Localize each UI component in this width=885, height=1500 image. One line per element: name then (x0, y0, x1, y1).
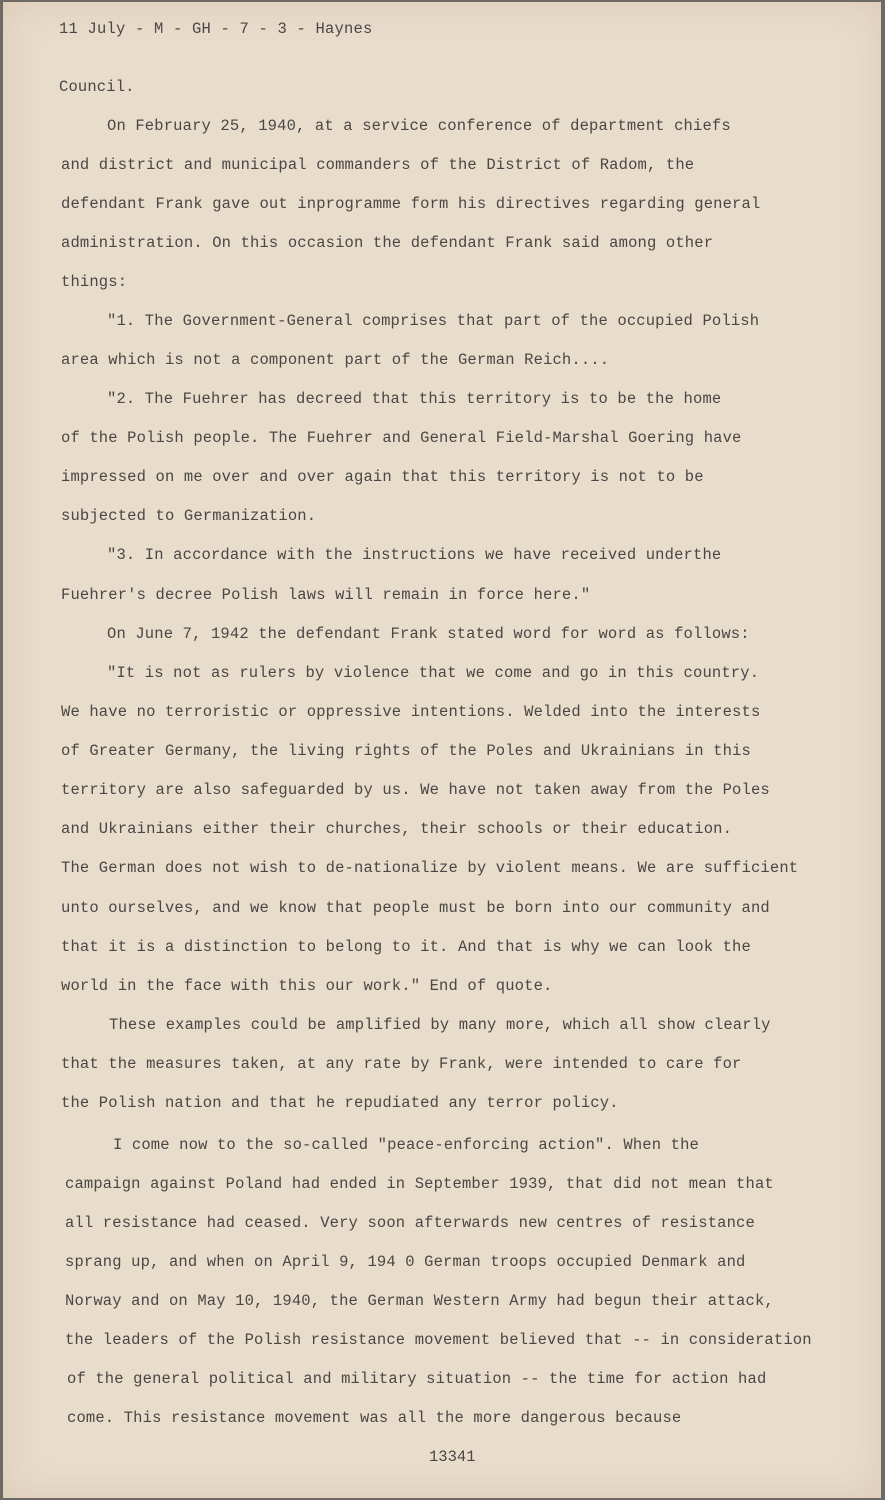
text-line: On June 7, 1942 the defendant Frank stated word for word as follows: (107, 625, 750, 643)
text-line: all resistance had ceased. Very soon afterwards new centres of resistance (65, 1214, 755, 1232)
text-line: The German does not wish to de-nationalize by violent means. We are sufficient (61, 859, 799, 877)
text-line: the leaders of the Polish resistance movement believed that -- in consideration (65, 1331, 812, 1349)
text-line: Fuehrer's decree Polish laws will remain in force here." (61, 586, 591, 604)
text-line: world in the face with this our work." End of quote. (61, 977, 553, 995)
document-page (3, 2, 881, 1498)
text-line: "2. The Fuehrer has decreed that this territory is to be the home (107, 390, 722, 408)
text-line: These examples could be amplified by many more, which all show clearly (109, 1016, 771, 1034)
typed-text-body (3, 2, 881, 1498)
text-line: unto ourselves, and we know that people must be born into our community and (61, 899, 770, 917)
text-line: Council. (59, 78, 135, 96)
text-line: territory are also safeguarded by us. We have not taken away from the Poles (61, 781, 770, 799)
text-line: "1. The Government-General comprises that part of the occupied Polish (107, 312, 760, 330)
text-line: "It is not as rulers by violence that we come and go in this country. (107, 664, 760, 682)
text-line: that the measures taken, at any rate by Frank, were intended to care for (61, 1055, 742, 1073)
text-line: come. This resistance movement was all the more dangerous because (67, 1409, 682, 1427)
text-line: that it is a distinction to belong to it. And that is why we can look the (61, 938, 751, 956)
page-header: 11 July - M - GH - 7 - 3 - Haynes (59, 20, 373, 38)
text-line: We have no terroristic or oppressive intentions. Welded into the interests (61, 703, 761, 721)
text-line: sprang up, and when on April 9, 194 0 German troops occupied Denmark and (65, 1253, 746, 1271)
text-line: defendant Frank gave out inprogramme form his directives regarding general (61, 195, 761, 213)
text-line: administration. On this occasion the defendant Frank said among other (61, 234, 714, 252)
text-line: of the general political and military situation -- the time for action had (67, 1370, 767, 1388)
text-line: subjected to Germanization. (61, 507, 317, 525)
text-line: of the Polish people. The Fuehrer and General Field-Marshal Goering have (61, 429, 742, 447)
text-line: campaign against Poland had ended in September 1939, that did not mean that (65, 1175, 774, 1193)
text-line: On February 25, 1940, at a service conference of department chiefs (107, 117, 731, 135)
text-line: impressed on me over and over again that this territory is not to be (61, 468, 704, 486)
text-line: I come now to the so-called "peace-enforcing action". When the (113, 1136, 699, 1154)
text-line: things: (61, 273, 128, 291)
text-line: of Greater Germany, the living rights of the Poles and Ukrainians in this (61, 742, 751, 760)
text-line: the Polish nation and that he repudiated any terror policy. (61, 1094, 619, 1112)
text-line: Norway and on May 10, 1940, the German Western Army had begun their attack, (65, 1292, 774, 1310)
text-line: and district and municipal commanders of the District of Radom, the (61, 156, 695, 174)
text-line: "3. In accordance with the instructions we have received underthe (107, 546, 722, 564)
text-line: and Ukrainians either their churches, their schools or their education. (61, 820, 733, 838)
text-line: area which is not a component part of the German Reich.... (61, 351, 610, 369)
page-number: 13341 (429, 1448, 476, 1466)
